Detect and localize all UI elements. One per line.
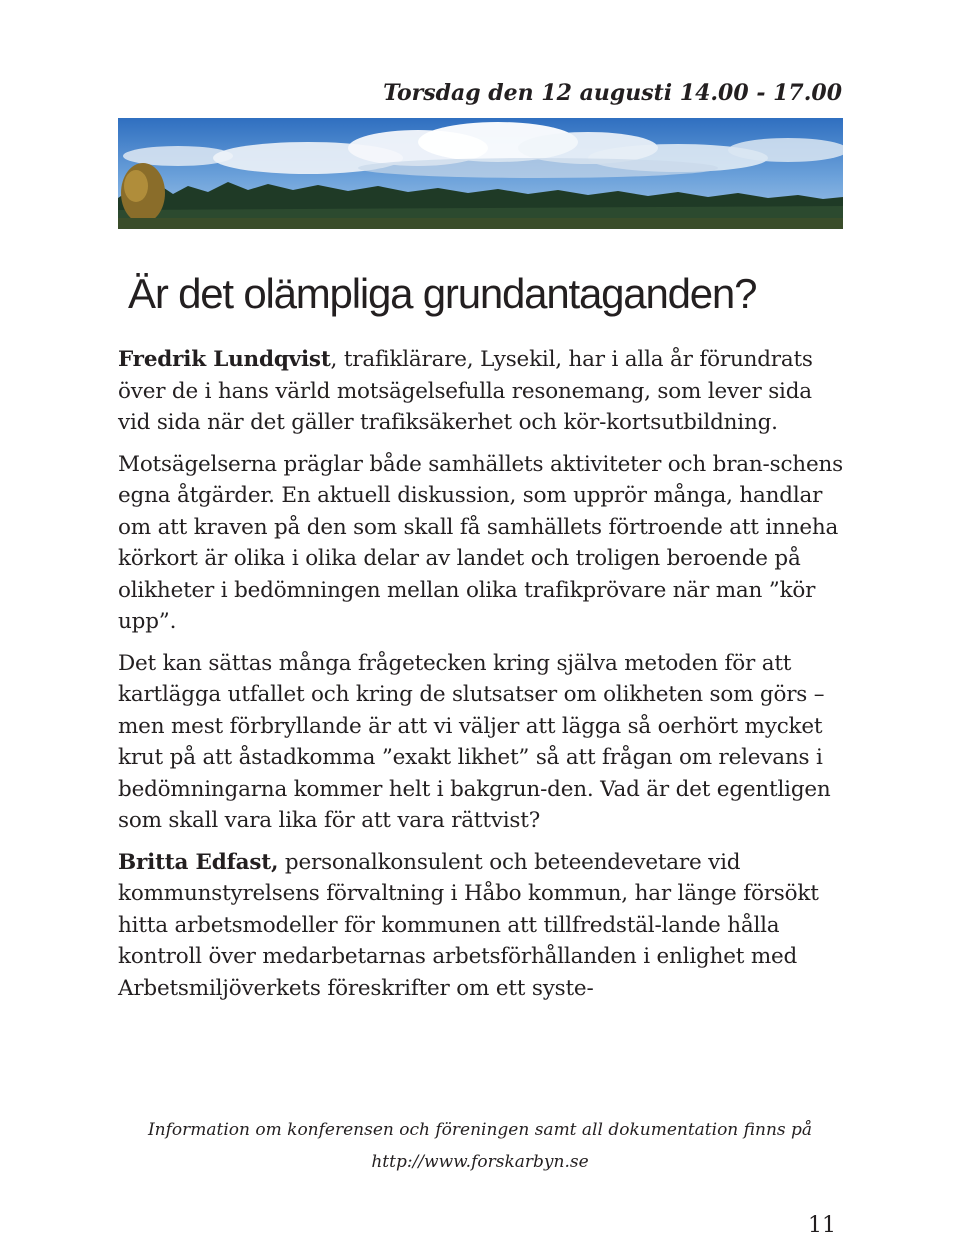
paragraph-4-text: personalkonsulent och beteendevetare vid kommunstyrelsens förvaltning i Håbo kommun, har länge försökt hitta arbetsmodeller för kommunen att tillfredstäl-lande hålla kontroll över medarbetarnas arbetsförhållanden i enlighet med Arbetsmiljöverkets föreskrifter om ett syste- [118, 849, 819, 1001]
speaker-name-1: Fredrik Lundqvist [118, 347, 331, 372]
paragraph-3: Det kan sättas många frågetecken kring själva metoden för att kartlägga utfallet och kring de slutsatser om olikheten som görs – men mest förbryllande är att vi väljer att lägga så oerhört mycket krut på att åstadkomma ”exakt likhet” så att frågan om relevans i bedömningarna kommer helt i bakgrun-den. Vad är det egentligen som skall vara lika för att vara rättvist? [118, 650, 831, 833]
date-line: Torsdag den 12 augusti 14.00 - 17.00 [383, 80, 842, 106]
paragraph-2: Motsägelserna präglar både samhällets aktiviteter och bran-schens egna åtgärder. En aktuell diskussion, som upprör många, handlar om att kraven på den som skall få samhällets förtroende att inneha körkort är olika i olika delar av landet och troligen beroende på olikheter i bedömningen mellan olika trafikprövare när man ”kör upp”. [118, 451, 843, 634]
footer [0, 1120, 960, 1172]
landscape-banner-image [118, 118, 843, 229]
footer-url-link[interactable]: http://www.forskarbyn.se [371, 1152, 589, 1172]
page-number: 11 [808, 1213, 836, 1238]
landscape-photo-icon [118, 118, 843, 229]
article-body [118, 344, 843, 1014]
paragraph-4 [118, 847, 843, 1005]
article-title: Är det olämpliga grundantaganden? [128, 270, 757, 317]
speaker-name-2: Britta Edfast, [118, 849, 279, 875]
footer-info-line: Information om konferensen och föreningen samt all dokumentation finns på [147, 1120, 813, 1140]
paragraph-1-text: , trafiklärare, Lysekil, har i alla år förundrats över de i hans värld motsägelsefulla resonemang, som lever sida vid sida när det gäller trafiksäkerhet och kör-kortsutbildning. [118, 347, 813, 435]
paragraph-1 [118, 344, 843, 439]
